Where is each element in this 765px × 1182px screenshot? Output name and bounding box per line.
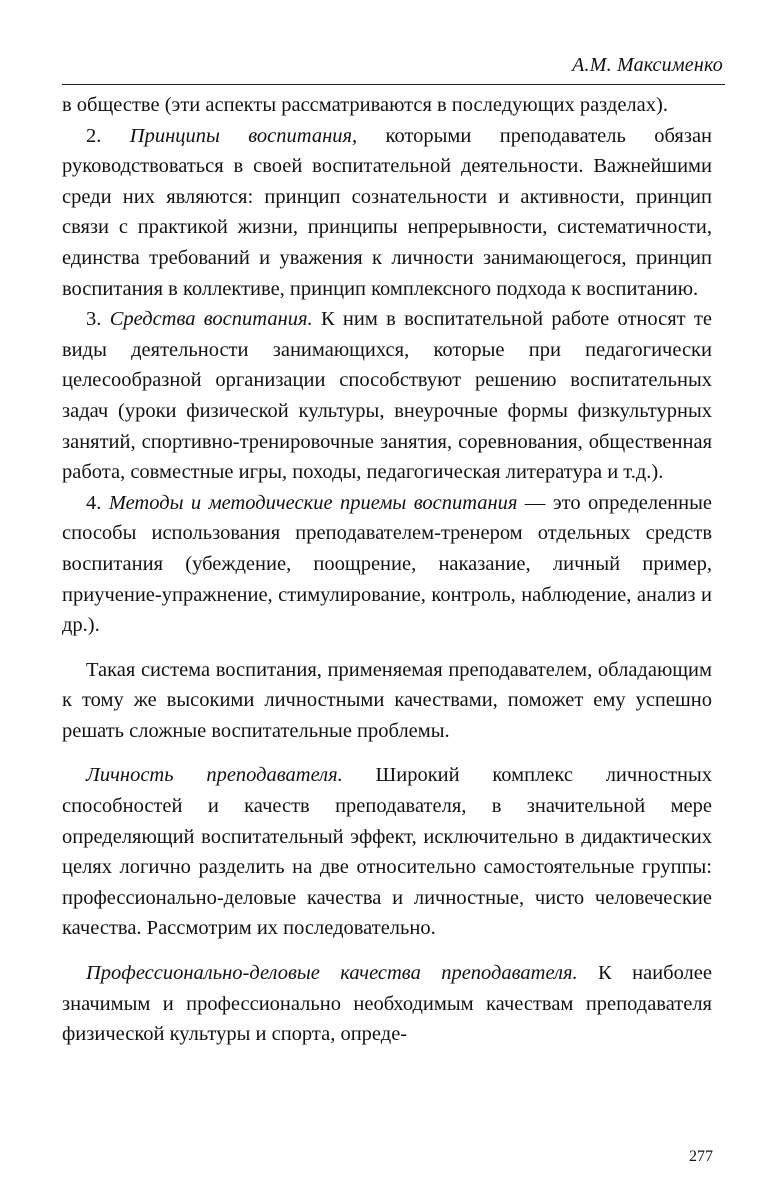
item-number: 2. (86, 124, 130, 147)
paragraph-text: Такая система воспитания, применяемая преподавателем, обладающим к тому же высокими личностными качествами, поможет ему успешно решать сложные воспитательные проблемы. (62, 658, 712, 742)
paragraph-text: которыми преподаватель обязан руководствоваться в своей воспитательной деятельности. Важнейшими среди них являются: принцип сознательности и активности, принцип связи с практикой жизни, принципы непрерывности, систематичности, единства требований и уважения к личности занимающегося, принцип воспитания в коллективе, принцип комплексного подхода к воспитанию. (62, 124, 713, 300)
paragraph-methods (62, 488, 712, 641)
term-italic: Методы и методические приемы воспитания (108, 491, 518, 514)
paragraph-professional (62, 958, 712, 1050)
item-number: 4. (86, 491, 109, 514)
paragraph-system (62, 655, 712, 747)
paragraph-personality (62, 760, 712, 944)
paragraph-continuation (62, 90, 712, 121)
term-italic: Профессионально-деловые качества преподавателя. (86, 962, 578, 985)
body-text (62, 90, 712, 1050)
paragraph-text: К наиболее значимым и профессионально необходимым качествам преподавателя физической культуры и спорта, опреде- (62, 962, 712, 1046)
item-number: 3. (86, 308, 110, 331)
term-italic: Принципы воспитания, (129, 124, 358, 147)
paragraph-text: К ним в воспитательной работе относят те виды деятельности занимающихся, которые при педагогически целесообразной организации способствуют решению воспитательных задач (уроки физической культуры, внеурочные формы физкультурных занятий, спортивно-тренировочные занятия, соревнования, общественная работа, совместные игры, походы, педагогическая литература и т.д.). (62, 308, 712, 484)
term-italic: Средства воспитания. (109, 308, 313, 331)
paragraph-text: в обществе (эти аспекты рассматриваются в последующих разделах). (62, 94, 668, 116)
term-italic: Личность преподавателя. (86, 764, 343, 787)
running-header: А.М. Максименко (572, 54, 723, 76)
header-rule (62, 84, 725, 85)
paragraph-principles (62, 121, 712, 305)
page-number: 277 (689, 1148, 713, 1165)
paragraph-text: Широкий комплекс личностных способностей и качеств преподавателя, в значительной мере определяющий воспитательный эффект, исключительно в дидактических целях логично разделить на две относительно самостоятельные группы: профессионально-деловые качества и личностные, чисто человеческие качества. Рассмотрим их последовательно. (62, 764, 712, 940)
paragraph-means (62, 304, 712, 488)
paragraph-text: — это определенные способы использования преподавателем-тренером отдельных средств воспитания (убеждение, поощрение, наказание, личный пример, приучение-упражнение, стимулирование, контроль, наблюдение, анализ и др.). (62, 491, 712, 637)
